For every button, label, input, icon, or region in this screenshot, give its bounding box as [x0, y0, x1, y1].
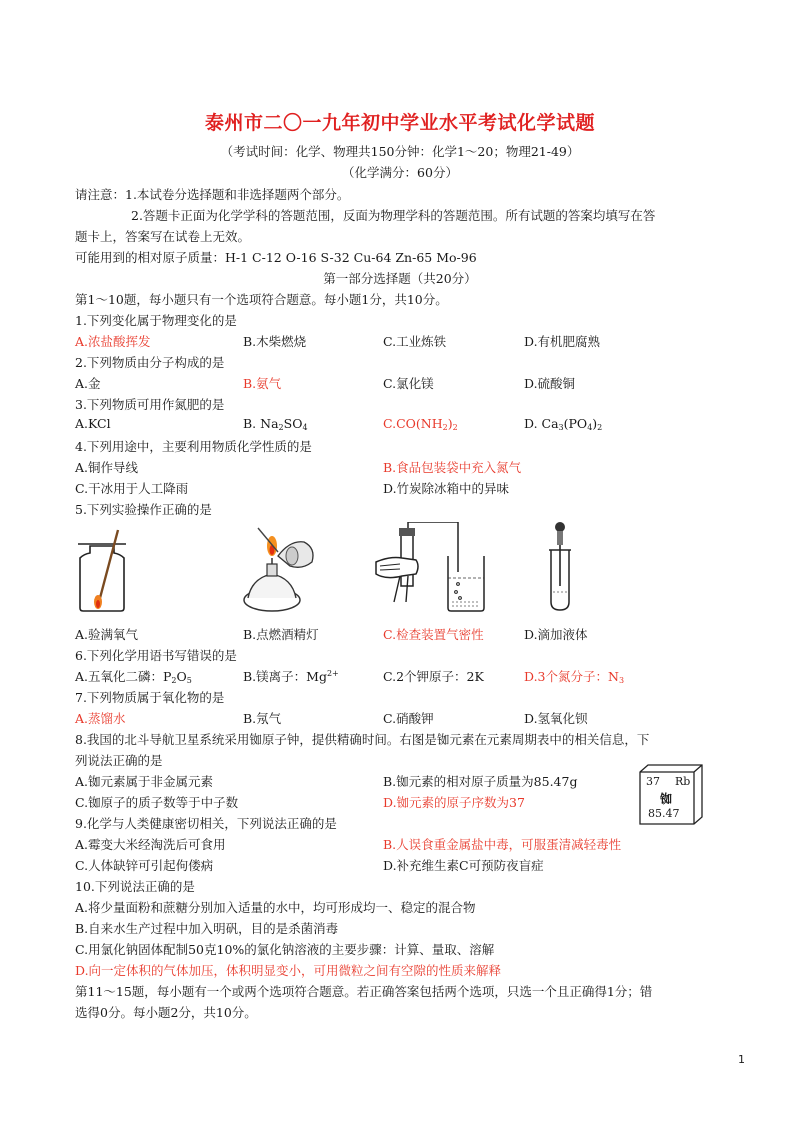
- dropper-figure: [540, 522, 580, 614]
- q8-option-c: C.铷原子的质子数等于中子数: [75, 795, 239, 810]
- q1-option-d: D.有机肥腐熟: [524, 334, 601, 349]
- exam-time: （考试时间：化学、物理共150分钟：化学1～20；物理21-49）: [220, 144, 580, 159]
- q3-option-d: D. $Ca_3(PO_4)_2$: [524, 416, 603, 432]
- q6-option-a: A.五氧化二磷：$P_2O_5$: [75, 669, 192, 685]
- q1-option-c: C.工业炼铁: [383, 334, 447, 349]
- q1-option-b: B.木柴燃烧: [243, 334, 307, 349]
- element-atomic-mass: 85.47: [648, 807, 680, 820]
- full-score: （化学满分：60分）: [342, 165, 458, 180]
- q9-option-d: D.补充维生素C可预防夜盲症: [383, 858, 544, 873]
- q5-option-a: A.验满氧气: [75, 627, 139, 642]
- q1-stem: 1.下列变化属于物理变化的是: [75, 313, 237, 328]
- q5-option-c: C.检查装置气密性: [383, 627, 484, 642]
- oxygen-bottle-figure: [74, 522, 134, 614]
- q8-stem-line-2: 列说法正确的是: [75, 753, 163, 768]
- q9-option-a: A.霉变大米经淘洗后可食用: [75, 837, 226, 852]
- airtightness-check-figure: [372, 522, 502, 614]
- part2-instruction-line-1: 第11～15题，每小题有一个或两个选项符合题意。若正确答案包括两个选项，只选一个且正确得1分；错: [75, 984, 653, 999]
- q3-option-c: $C.CO(NH_2)_2$: [383, 416, 458, 432]
- q5-option-b: B.点燃酒精灯: [243, 627, 319, 642]
- part1-instruction: 第1～10题，每小题只有一个选项符合题意。每小题1分，共10分。: [75, 292, 448, 307]
- q7-option-c: C.硝酸钾: [383, 711, 434, 726]
- q4-stem: 4.下列用途中，主要利用物质化学性质的是: [75, 439, 312, 454]
- q9-option-b: B.人误食重金属盐中毒，可服蛋清减轻毒性: [383, 837, 622, 852]
- q9-option-c: C.人体缺锌可引起佝偻病: [75, 858, 214, 873]
- q4-option-b: B.食品包装袋中充入氮气: [383, 460, 522, 475]
- q10-option-c: C.用氯化钠固体配制50克10%的氯化钠溶液的主要步骤：计算、量取、溶解: [75, 942, 495, 957]
- q4-option-a: A.铜作导线: [75, 460, 139, 475]
- q8-option-b: B.铷元素的相对原子质量为85.47g: [383, 774, 578, 789]
- q1-option-a: A.浓盐酸挥发: [75, 334, 151, 349]
- q7-option-d: D.氢氧化钡: [524, 711, 588, 726]
- q2-option-a: A.金: [75, 376, 101, 391]
- q4-option-c: C.干冰用于人工降雨: [75, 481, 189, 496]
- q4-option-d: D.竹炭除冰箱中的异味: [383, 481, 510, 496]
- q10-option-a: A.将少量面粉和蔗糖分别加入适量的水中，均可形成均一、稳定的混合物: [75, 900, 476, 915]
- q2-stem: 2.下列物质由分子构成的是: [75, 355, 225, 370]
- q10-option-d: D.向一定体积的气体加压，体积明显变小，可用微粒之间有空隙的性质来解释: [75, 963, 502, 978]
- exam-title: 泰州市二〇一九年初中学业水平考试化学试题: [204, 112, 595, 134]
- q10-stem: 10.下列说法正确的是: [75, 879, 195, 894]
- element-symbol: Rb: [675, 775, 691, 788]
- q7-option-a: A.蒸馏水: [75, 711, 126, 726]
- q6-option-c: C.2个钾原子：2K: [383, 669, 484, 684]
- part1-heading: 第一部分选择题（共20分）: [323, 271, 477, 286]
- note-line-2: 2.答题卡正面为化学学科的答题范围，反面为物理学科的答题范围。所有试题的答案均填写在答: [131, 208, 656, 223]
- page-number: 1: [738, 1053, 745, 1066]
- q2-option-d: D.硫酸铜: [524, 376, 576, 391]
- q7-option-b: B.氖气: [243, 711, 282, 726]
- element-atomic-number: 37: [646, 775, 660, 788]
- rubidium-element-card: [638, 764, 700, 822]
- q8-option-d: D.铷元素的原子序数为37: [383, 795, 525, 810]
- q5-stem: 5.下列实验操作正确的是: [75, 502, 212, 517]
- q5-option-d: D.滴加液体: [524, 627, 588, 642]
- q7-stem: 7.下列物质属于氧化物的是: [75, 690, 225, 705]
- q6-option-d: D.3个氮分子：$N_3$: [524, 669, 625, 685]
- atomic-mass-line: 可能用到的相对原子质量：H-1 C-12 O-16 S-32 Cu-64 Zn-65 Mo-96: [75, 250, 477, 265]
- note-line-1: 请注意：1.本试卷分选择题和非选择题两个部分。: [75, 187, 350, 202]
- alcohol-lamp-figure: [238, 522, 322, 614]
- q9-stem: 9.化学与人类健康密切相关，下列说法正确的是: [75, 816, 337, 831]
- q2-option-c: C.氯化镁: [383, 376, 434, 391]
- part2-instruction-line-2: 选得0分。每小题2分，共10分。: [75, 1005, 257, 1020]
- element-name: 铷: [660, 792, 673, 806]
- q8-stem-line-1: 8.我国的北斗导航卫星系统采用铷原子钟，提供精确时间。右图是铷元素在元素周期表中的相关信息，下: [75, 732, 650, 747]
- q6-option-b: B.镁离子：$Mg^{2+}$: [243, 669, 339, 684]
- q3-stem: 3.下列物质可用作氮肥的是: [75, 397, 225, 412]
- q8-option-a: A.铷元素属于非金属元素: [75, 774, 214, 789]
- q2-option-b: B.氨气: [243, 376, 282, 391]
- q10-option-b: B.自来水生产过程中加入明矾，目的是杀菌消毒: [75, 921, 339, 936]
- note-line-3: 题卡上，答案写在试卷上无效。: [75, 229, 251, 244]
- q6-stem: 6.下列化学用语书写错误的是: [75, 648, 237, 663]
- q3-option-a: A.KCl: [75, 416, 111, 431]
- q3-option-b: B. $Na_2SO_4$: [243, 416, 308, 432]
